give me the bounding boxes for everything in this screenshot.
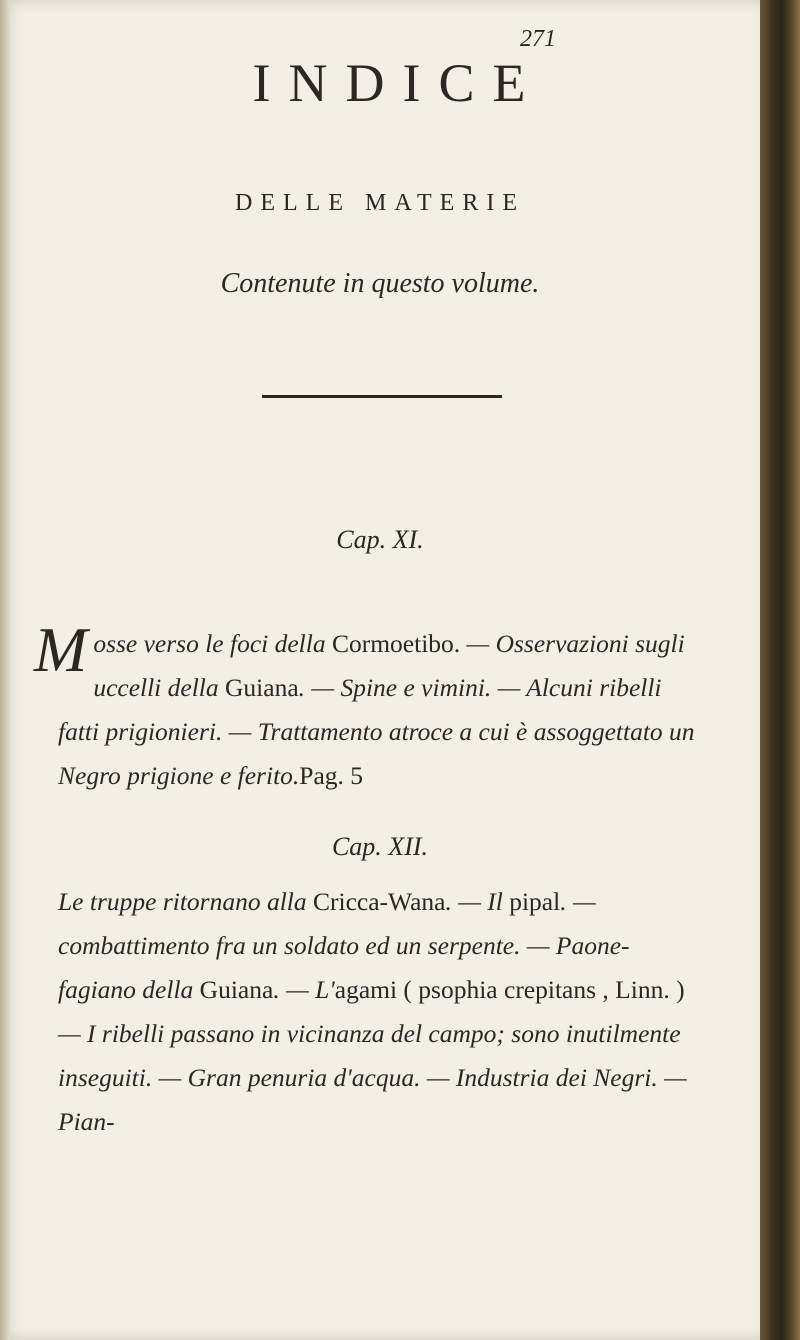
- index-title: INDICE: [252, 53, 544, 113]
- entry-text: Le truppe ritornano alla: [58, 887, 314, 916]
- chapter-heading-xi: Cap. XI.: [336, 525, 424, 554]
- entry-word: pipal: [509, 887, 561, 916]
- place-name: Guiana: [225, 673, 299, 702]
- entry-text: — Osservazioni sugli uccelli della: [93, 629, 685, 702]
- page-reference: Pag. 5: [299, 761, 364, 790]
- divider-rule: [262, 395, 502, 398]
- entry-text: . — L': [273, 975, 335, 1004]
- entry-text: . — Spine e vimini. — Alcuni ribelli fatti prigionieri. — Trattamento atroce a cui è assoggettato un Negro prigione e ferito.: [58, 673, 695, 790]
- place-name: Cricca-Wana: [313, 887, 446, 916]
- chapter-entry-xii: [58, 880, 698, 1144]
- chapter-heading-xii: Cap. XII.: [331, 832, 429, 861]
- place-name: Guiana: [199, 975, 274, 1004]
- place-name: Cormoetibo.: [331, 629, 461, 658]
- index-caption: Contenute in questo volume.: [220, 268, 540, 299]
- entry-text: — I ribelli passano in vicinanza del campo; sono inutilmente inseguiti. — Gran penuria d'acqua. — Industria dei Negri. — Pian-: [58, 1019, 687, 1136]
- drop-cap-letter: M: [34, 614, 88, 685]
- entry-text: osse verso le foci della: [93, 629, 332, 658]
- entry-text: . — Il: [445, 887, 510, 916]
- entry-text: . — combattimento fra un soldato ed un serpente. — Paone-fagiano della: [58, 887, 630, 1004]
- index-subtitle: DELLE MATERIE: [235, 190, 525, 216]
- book-spine: [760, 0, 800, 1340]
- chapter-entry-xi: [34, 614, 698, 798]
- page-number: 271: [520, 26, 556, 52]
- species-name: agami ( psophia crepitans , Linn. ): [334, 975, 685, 1004]
